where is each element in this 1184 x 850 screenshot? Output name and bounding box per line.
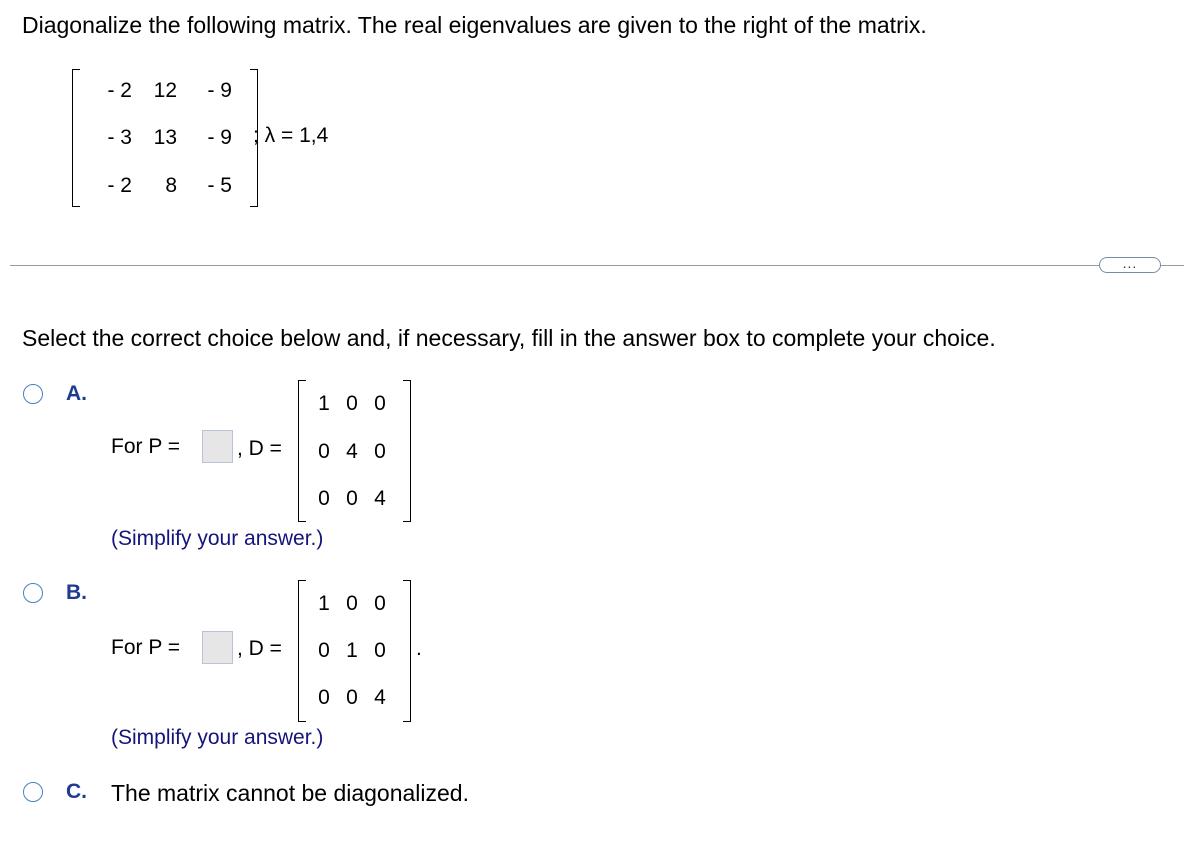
d-matrix-cell: 4 — [374, 686, 386, 709]
p-label: For P = — [111, 636, 181, 659]
choice-a-letter: A. — [66, 382, 87, 405]
d-matrix-cell: 0 — [346, 592, 358, 615]
d-matrix-cell: 0 — [374, 392, 386, 415]
matrix-cell: - 5 — [207, 174, 232, 197]
simplify-hint: (Simplify your answer.) — [111, 726, 324, 749]
matrix-cell: 12 — [153, 79, 177, 102]
simplify-hint: (Simplify your answer.) — [111, 527, 324, 550]
choice-a-radio[interactable] — [23, 384, 43, 404]
d-matrix-cell: 0 — [346, 392, 358, 415]
left-bracket — [298, 580, 306, 722]
matrix-cell: - 2 — [107, 174, 132, 197]
d-matrix-cell: 0 — [374, 440, 386, 463]
d-matrix-cell: 0 — [346, 686, 358, 709]
instruction-text: Select the correct choice below and, if necessary, fill in the answer box to complete your choice. — [22, 325, 996, 351]
eigenvalues-text: ; λ = 1,4 — [253, 124, 329, 147]
d-matrix-cell: 0 — [318, 440, 330, 463]
d-matrix-cell: 0 — [318, 686, 330, 709]
matrix-cell: - 9 — [207, 79, 232, 102]
matrix-cell: - 9 — [207, 126, 232, 149]
d-matrix-cell: 0 — [346, 487, 358, 510]
d-matrix-cell: 0 — [374, 639, 386, 662]
more-options-button[interactable]: ... — [1099, 257, 1161, 273]
d-matrix-cell: 1 — [346, 639, 358, 662]
right-bracket — [403, 380, 411, 522]
p-label: For P = — [111, 435, 181, 458]
choice-a-p-input[interactable] — [202, 430, 233, 463]
d-matrix-cell: 0 — [318, 639, 330, 662]
matrix-cell: - 2 — [107, 79, 132, 102]
left-bracket — [298, 380, 306, 522]
matrix-cell: - 3 — [107, 126, 132, 149]
divider — [10, 265, 1184, 266]
question-text: Diagonalize the following matrix. The real eigenvalues are given to the right of the matrix. — [22, 12, 927, 38]
matrix-cell: 13 — [153, 126, 177, 149]
d-label: , D = — [237, 637, 282, 660]
trailing-period: . — [416, 637, 422, 660]
matrix-cell: 8 — [165, 174, 177, 197]
choice-c-letter: C. — [66, 780, 87, 803]
choice-b-radio[interactable] — [23, 583, 43, 603]
d-matrix-cell: 0 — [374, 592, 386, 615]
choice-c-text: The matrix cannot be diagonalized. — [111, 780, 469, 806]
d-matrix-cell: 1 — [318, 592, 330, 615]
choice-c-radio[interactable] — [23, 782, 43, 802]
choice-b-letter: B. — [66, 581, 87, 604]
left-bracket — [72, 69, 80, 207]
choice-b-p-input[interactable] — [202, 631, 233, 664]
d-matrix-cell: 0 — [318, 487, 330, 510]
d-matrix-cell: 1 — [318, 392, 330, 415]
right-bracket — [403, 580, 411, 722]
d-label: , D = — [237, 437, 282, 460]
d-matrix-cell: 4 — [346, 440, 358, 463]
d-matrix-cell: 4 — [374, 487, 386, 510]
